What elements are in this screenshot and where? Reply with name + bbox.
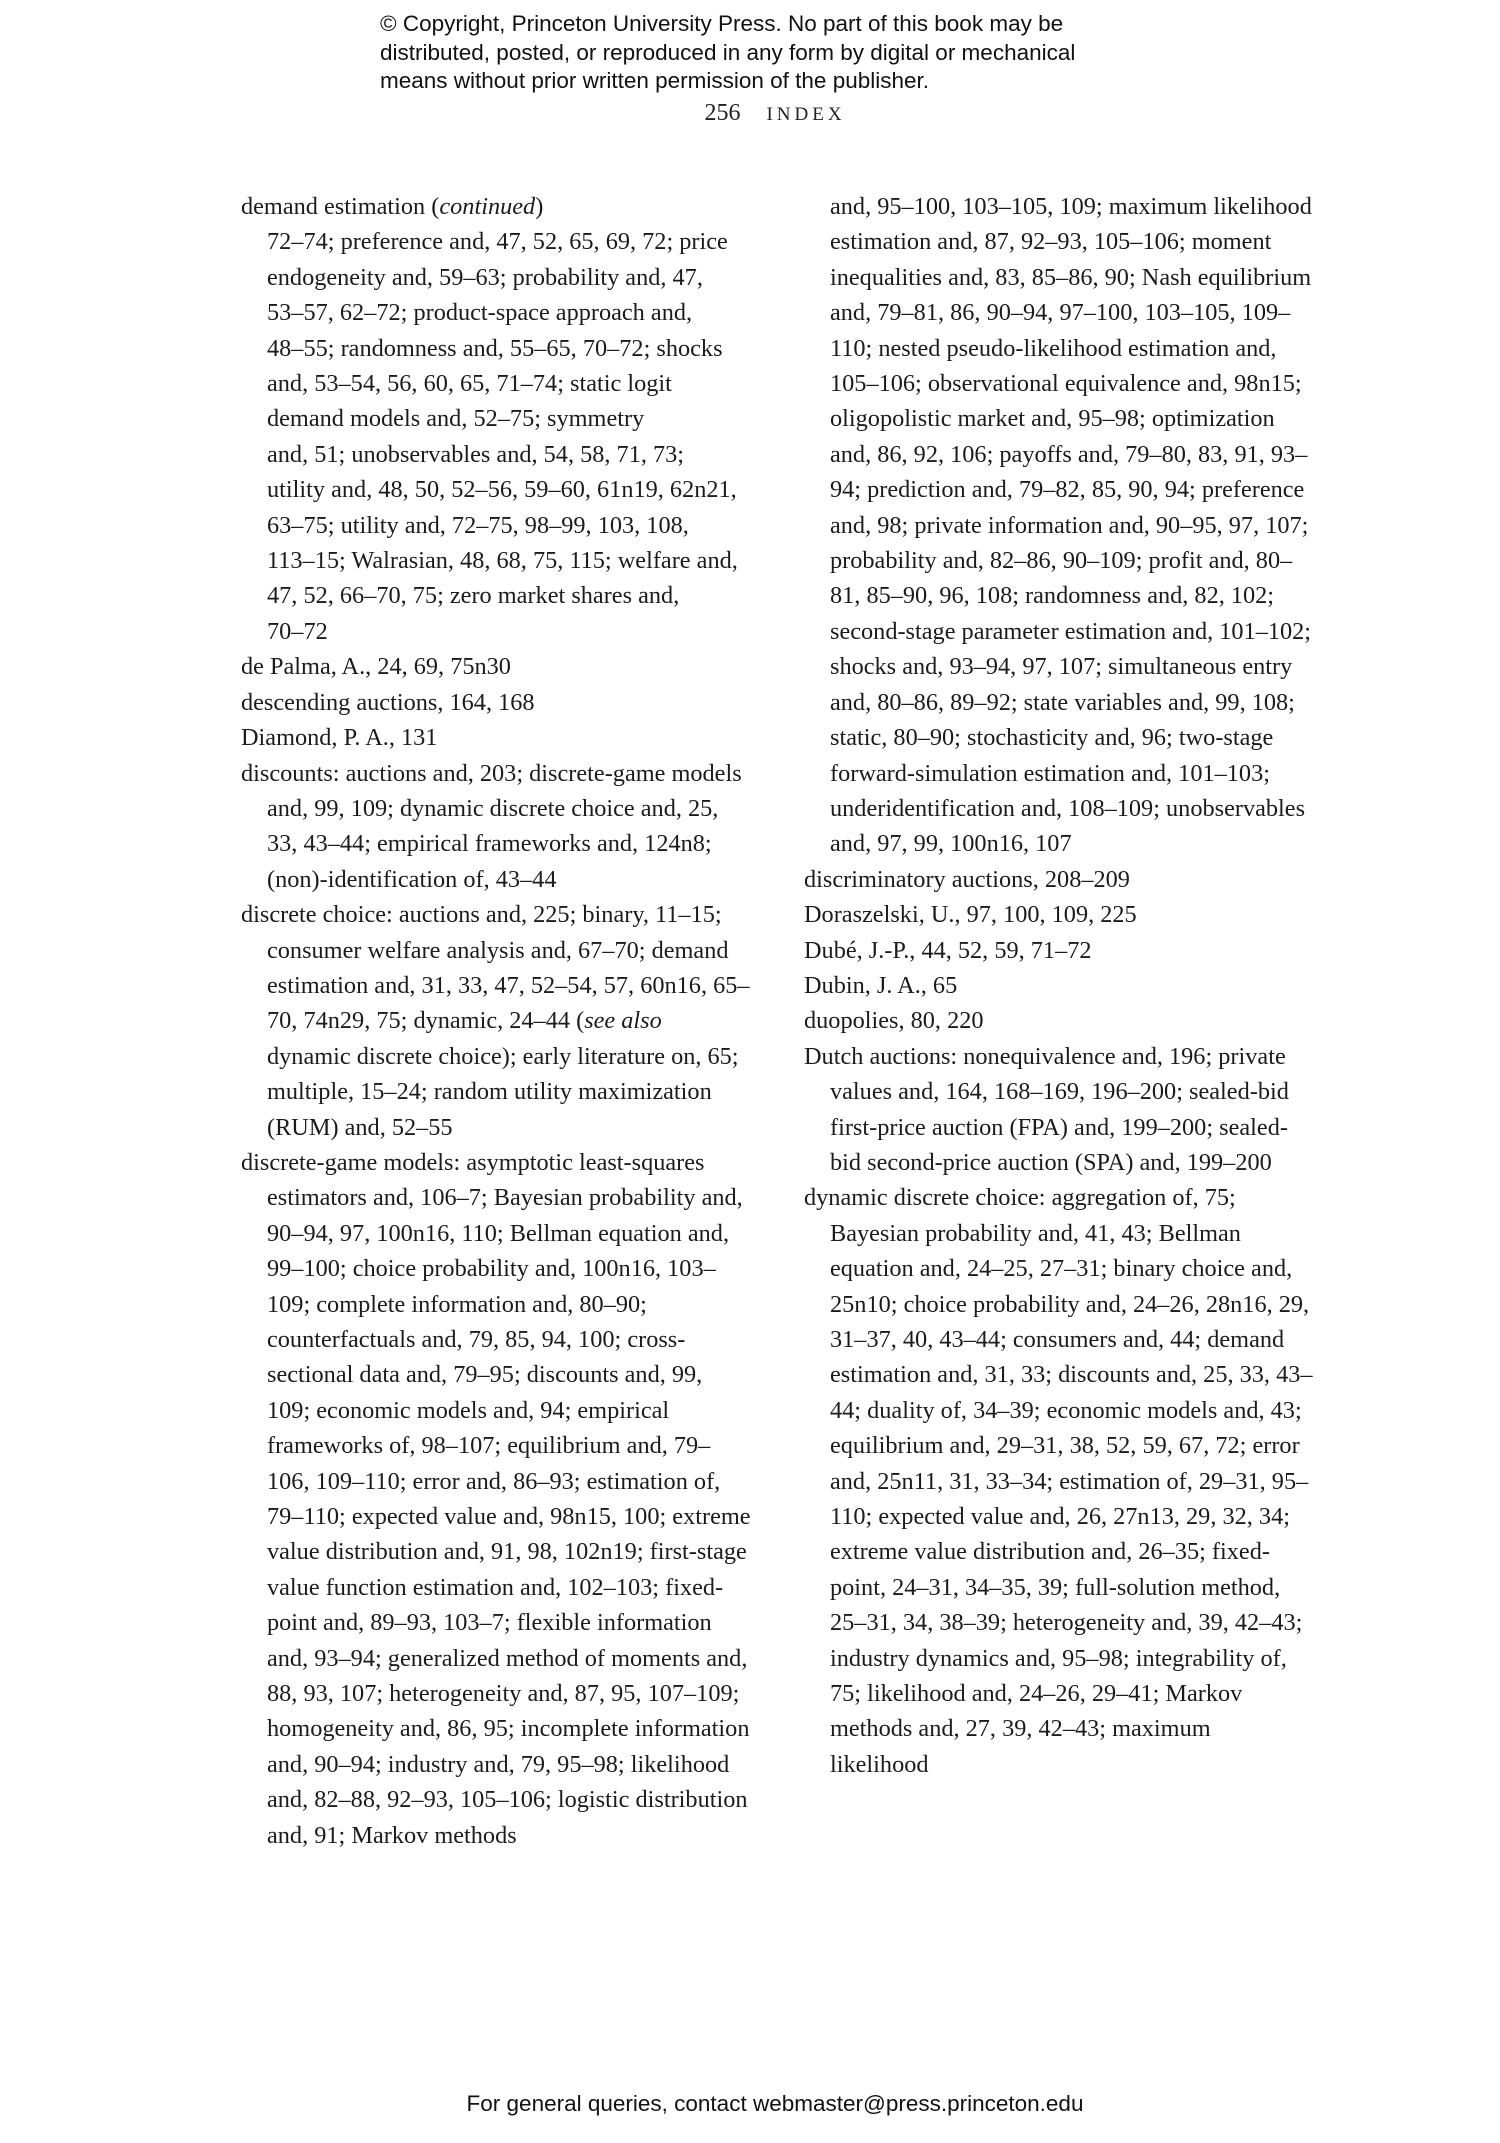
index-subentry-line: 63–75; utility and, 72–75, 98–99, 103, 108,	[267, 511, 689, 539]
index-subentry-line: 53–57, 62–72; product-space approach and,	[267, 299, 693, 327]
copyright-line: © Copyright, Princeton University Press. No part of this book may be	[380, 11, 1064, 36]
index-entry-dubin: Dubin, J. A., 65	[804, 971, 958, 999]
index-subentry-line: demand models and, 52–75; symmetry	[267, 405, 645, 433]
index-entry-dube: Dubé, J.-P., 44, 52, 59, 71–72	[804, 936, 1092, 964]
index-subentry-line: 70–72	[267, 617, 328, 645]
section-title: INDEX	[766, 104, 846, 125]
index-entry-discounts: discounts: auctions and, 203; discrete-game models and, 99, 109; dynamic discrete choice and, 25, 33, 43–44; empirical frameworks and, 124n8; (non)-identification of, 43–44	[241, 759, 742, 893]
copyright-notice	[380, 10, 1200, 96]
index-entry-dutch-auctions: Dutch auctions: nonequivalence and, 196; private values and, 164, 168–169, 196–200; sealed-bid first-price auction (FPA) and, 199–200; sealed-bid second-price auction (SPA) and, 199–200	[804, 1042, 1289, 1176]
index-subentry-line: and, 53–54, 56, 60, 65, 71–74; static logit	[267, 370, 672, 398]
index-column-left	[241, 189, 751, 1853]
index-subentry-line: 48–55; randomness and, 55–65, 70–72; shocks	[267, 334, 723, 362]
index-entry-diamond: Diamond, P. A., 131	[241, 724, 438, 752]
index-entry-duopolies: duopolies, 80, 220	[804, 1007, 984, 1035]
index-subentry-line: and, 51; unobservables and, 54, 58, 71, 73;	[267, 440, 685, 468]
page-number: 256	[704, 100, 741, 126]
index-column-right	[804, 189, 1314, 1782]
entry-heading: demand estimation (	[241, 193, 440, 220]
running-head	[0, 100, 1500, 127]
index-subentry-line: 113–15; Walrasian, 48, 68, 75, 115; welfare and,	[267, 547, 738, 575]
entry-heading-tail: )	[535, 193, 544, 220]
index-subentry-line: utility and, 48, 50, 52–56, 59–60, 61n19, 62n21,	[267, 476, 737, 504]
entry-text: discrete choice: auctions and, 225; binary, 11–15; consumer welfare analysis and, 67–70; demand estimation and, 31, 33, 47, 52–54, 57, 60n16, 65–70, 74n29, 75; dynamic, 24–44 (	[241, 901, 750, 1035]
index-subentry-line: 72–74; preference and, 47, 52, 65, 69, 72; price	[267, 228, 728, 256]
index-entry-dynamic-discrete-choice: dynamic discrete choice: aggregation of, 75; Bayesian probability and, 41, 43; Bellman equation and, 24–25, 27–31; binary choice and, 25n10; choice probability and, 24–26, 28n16, 29, 31–37, 40, 43–44; consumers and, 44; demand estimation and, 31, 33; discounts and, 25, 33, 43–44; duality of, 34–39; economic models and, 43; equilibrium and, 29–31, 38, 52, 59, 67, 72; error and, 25n11, 31, 33–34; estimation of, 29–31, 95–110; expected value and, 26, 27n13, 29, 32, 34; extreme value distribution and, 26–35; fixed-point, 24–31, 34–35, 39; full-solution method, 25–31, 34, 38–39; heterogeneity and, 39, 42–43; industry dynamics and, 95–98; integrability of, 75; likelihood and, 24–26, 29–41; Markov methods and, 27, 39, 42–43; maximum likelihood	[804, 1184, 1313, 1778]
index-entry-continuation: and, 95–100, 103–105, 109; maximum likelihood estimation and, 87, 92–93, 105–106; moment inequalities and, 83, 85–86, 90; Nash equilibrium and, 79–81, 86, 90–94, 97–100, 103–105, 109–110; nested pseudo-likelihood estimation and, 105–106; observational equivalence and, 98n15; oligopolistic market and, 95–98; optimization and, 86, 92, 106; payoffs and, 79–80, 83, 91, 93–94; prediction and, 79–82, 85, 90, 94; preference and, 98; private information and, 90–95, 97, 107; probability and, 82–86, 90–109; profit and, 80–81, 85–90, 96, 108; randomness and, 82, 102; second-stage parameter estimation and, 101–102; shocks and, 93–94, 97, 107; simultaneous entry and, 80–86, 89–92; state variables and, 99, 108; static, 80–90; stochasticity and, 96; two-stage forward-simulation estimation and, 101–103; underidentification and, 108–109; unobservables and, 97, 99, 100n16, 107	[830, 193, 1312, 858]
index-subentry-line: 47, 52, 66–70, 75; zero market shares and,	[267, 582, 680, 610]
entry-text: dynamic discrete choice); early literature on, 65; multiple, 15–24; random utility maximization (RUM) and, 52–55	[267, 1042, 739, 1141]
index-entry-discrete-game-models: discrete-game models: asymptotic least-squares estimators and, 106–7; Bayesian probability and, 90–94, 97, 100n16, 110; Bellman equation and, 99–100; choice probability and, 100n16, 103–109; complete information and, 80–90; counterfactuals and, 79, 85, 94, 100; cross-sectional data and, 79–95; discounts and, 99, 109; economic models and, 94; empirical frameworks of, 98–107; equilibrium and, 79–106, 109–110; error and, 86–93; estimation of, 79–110; expected value and, 98n15, 100; extreme value distribution and, 91, 98, 102n19; first-stage value function estimation and, 102–103; fixed-point and, 89–93, 103–7; flexible information and, 93–94; generalized method of moments and, 88, 93, 107; heterogeneity and, 87, 95, 107–109; homogeneity and, 86, 95; incomplete information and, 90–94; industry and, 79, 95–98; likelihood and, 82–88, 92–93, 105–106; logistic distribution and, 91; Markov methods	[241, 1148, 751, 1849]
index-entry-descending-auctions: descending auctions, 164, 168	[241, 688, 535, 716]
entry-italic: continued	[439, 193, 536, 220]
index-entry-discriminatory-auctions: discriminatory auctions, 208–209	[804, 865, 1130, 893]
footer-contact: For general queries, contact webmaster@press.princeton.edu	[466, 2091, 1084, 2116]
copyright-line: means without prior written permission of the publisher.	[380, 68, 930, 93]
index-entry-doraszelski: Doraszelski, U., 97, 100, 109, 225	[804, 901, 1137, 929]
index-entry-discrete-choice	[241, 897, 751, 1145]
index-entry-de-palma: de Palma, A., 24, 69, 75n30	[241, 653, 511, 681]
copyright-line: distributed, posted, or reproduced in any form by digital or mechanical	[380, 39, 1076, 65]
index-subentry-line: endogeneity and, 59–63; probability and, 47,	[267, 263, 703, 291]
index-entry-demand-estimation	[241, 189, 751, 224]
see-also-reference: see also	[584, 1007, 662, 1035]
